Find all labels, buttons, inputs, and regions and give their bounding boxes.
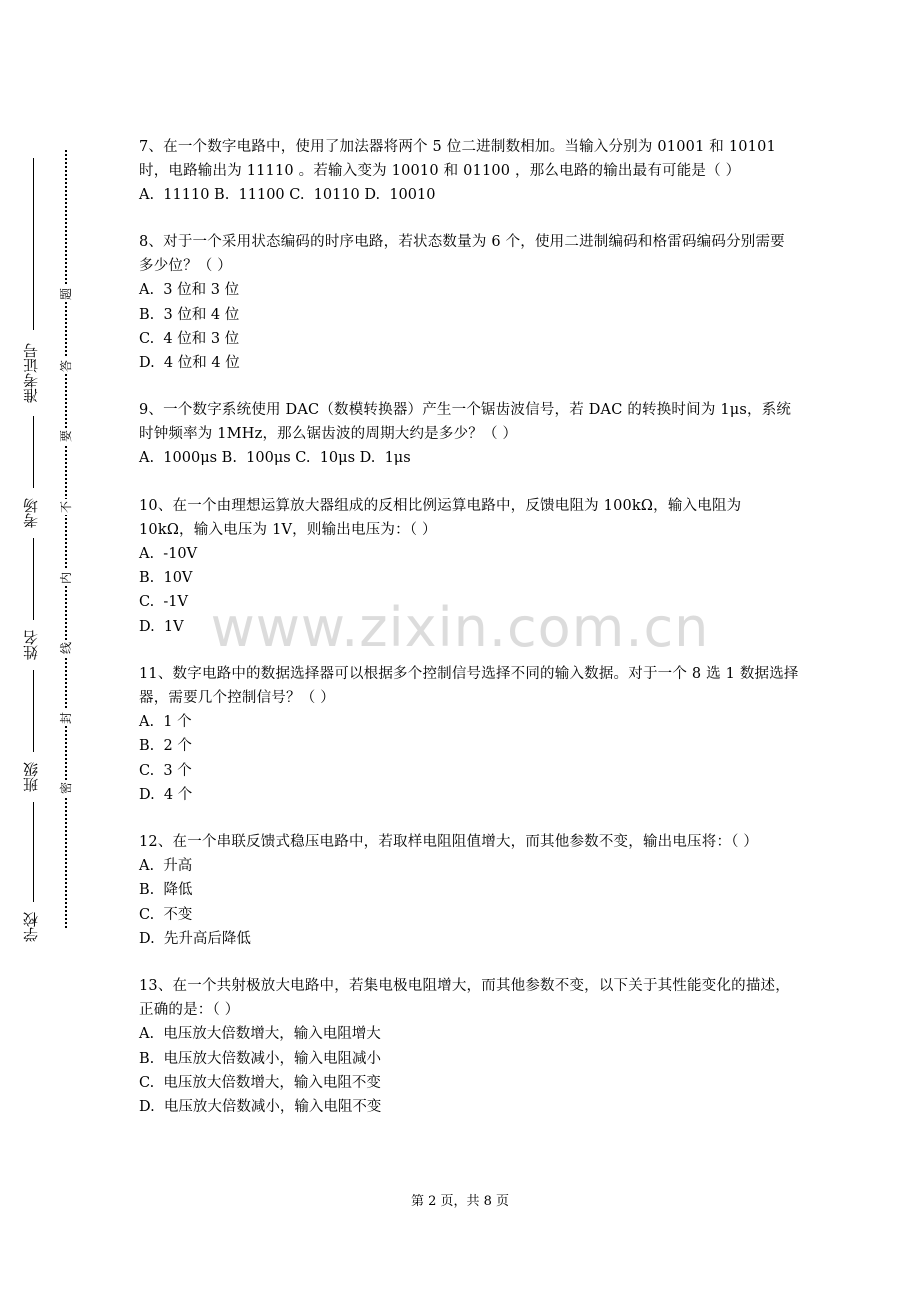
question-7 — [139, 135, 799, 207]
seal-char: 答 — [59, 360, 73, 373]
option-b: B. 电压放大倍数减小，输入电阻减小 — [139, 1050, 381, 1067]
watermark: www.zixin.com.cn — [210, 596, 710, 659]
option-d: D. 4 位和 4 位 — [139, 355, 240, 372]
field-label-class: 班级 — [16, 752, 46, 802]
seal-char: 内 — [59, 572, 73, 585]
question-stem: 7、在一个数字电路中，使用了加法器将两个 5 位二进制数相加。当输入分别为 01001 和 10101 时，电路输出为 11110 。若输入变为 10010 和 01100 ，那么电路的输出最有可能是（ ） — [139, 139, 776, 179]
option-c: C. 电压放大倍数增大，输入电阻不变 — [139, 1074, 381, 1091]
option-a: A. 升高 — [139, 858, 193, 875]
option-a: A. 电压放大倍数增大，输入电阻增大 — [139, 1026, 381, 1043]
question-stem: 10、在一个由理想运算放大器组成的反相比例运算电路中，反馈电阻为 100kΩ，输入电阻为 10kΩ，输入电压为 1V，则输出电压为：（ ） — [139, 497, 742, 538]
option-list — [139, 542, 799, 639]
question-12 — [139, 830, 799, 951]
option-list — [139, 446, 799, 470]
option-list — [139, 1022, 799, 1119]
option-b: B. 2 个 — [139, 738, 192, 755]
option-b: B. 3 位和 4 位 — [139, 306, 240, 323]
seal-char: 线 — [59, 642, 73, 655]
option-line: A. 11110 B. 11100 C. 10110 D. 10010 — [139, 187, 436, 203]
option-line: A. 1000μs B. 100μs C. 10μs D. 1μs — [139, 450, 411, 467]
option-c: C. -1V — [139, 594, 189, 611]
question-list — [139, 135, 799, 1143]
seal-dotted-line — [65, 150, 67, 928]
question-9 — [139, 398, 799, 470]
seal-char: 要 — [59, 430, 73, 443]
question-stem: 11、数字电路中的数据选择器可以根据多个控制信号选择不同的输入数据。对于一个 8 选 1 数据选择器，需要几个控制信号？（ ） — [139, 665, 799, 706]
option-b: B. 10V — [139, 570, 193, 587]
seal-char: 不 — [59, 501, 73, 514]
option-list — [139, 278, 799, 375]
page-number: 第 2 页，共 8 页 — [410, 1194, 510, 1209]
question-8 — [139, 230, 799, 375]
option-d: D. 先升高后降低 — [139, 931, 251, 948]
option-c: C. 4 位和 3 位 — [139, 330, 240, 347]
question-stem: 8、对于一个采用状态编码的时序电路，若状态数量为 6 个，使用二进制编码和格雷码编码分别需要多少位？（ ） — [139, 234, 785, 275]
question-11 — [139, 662, 799, 807]
option-c: C. 3 个 — [139, 762, 192, 779]
question-stem: 12、在一个串联反馈式稳压电路中，若取样电阻阻值增大，而其他参数不变，输出电压将：（ ） — [139, 834, 759, 851]
seal-char: 密 — [59, 782, 73, 795]
option-c: C. 不变 — [139, 906, 193, 923]
option-d: D. 1V — [139, 618, 184, 635]
question-stem: 9、一个数字系统使用 DAC（数模转换器）产生一个锯齿波信号，若 DAC 的转换时间为 1μs，系统时钟频率为 1MHz，那么锯齿波的周期大约是多少？（ ） — [139, 402, 792, 443]
option-list — [139, 854, 799, 951]
question-stem: 13、在一个共射极放大电路中，若集电极电阻增大，而其他参数不变，以下关于其性能变化的描述，正确的是：（ ） — [139, 978, 790, 1019]
seal-char: 封 — [59, 712, 73, 725]
seal-char: 题 — [59, 288, 73, 301]
field-label-school: 学校 — [16, 902, 46, 952]
field-label-name: 姓名 — [16, 620, 46, 670]
option-b: B. 降低 — [139, 882, 193, 899]
option-a: A. -10V — [139, 545, 198, 562]
option-a: A. 1 个 — [139, 713, 192, 730]
field-label-exam-room: 考场 — [16, 488, 46, 538]
option-d: D. 电压放大倍数减小，输入电阻不变 — [139, 1099, 382, 1116]
field-label-exam-id: 准考证号 — [16, 330, 46, 416]
option-list — [139, 183, 799, 207]
fill-in-line — [33, 158, 34, 928]
binding-margin — [0, 0, 110, 1302]
question-13 — [139, 974, 799, 1119]
question-10 — [139, 494, 799, 639]
option-a: A. 3 位和 3 位 — [139, 282, 240, 299]
option-d: D. 4 个 — [139, 786, 193, 803]
option-list — [139, 710, 799, 807]
